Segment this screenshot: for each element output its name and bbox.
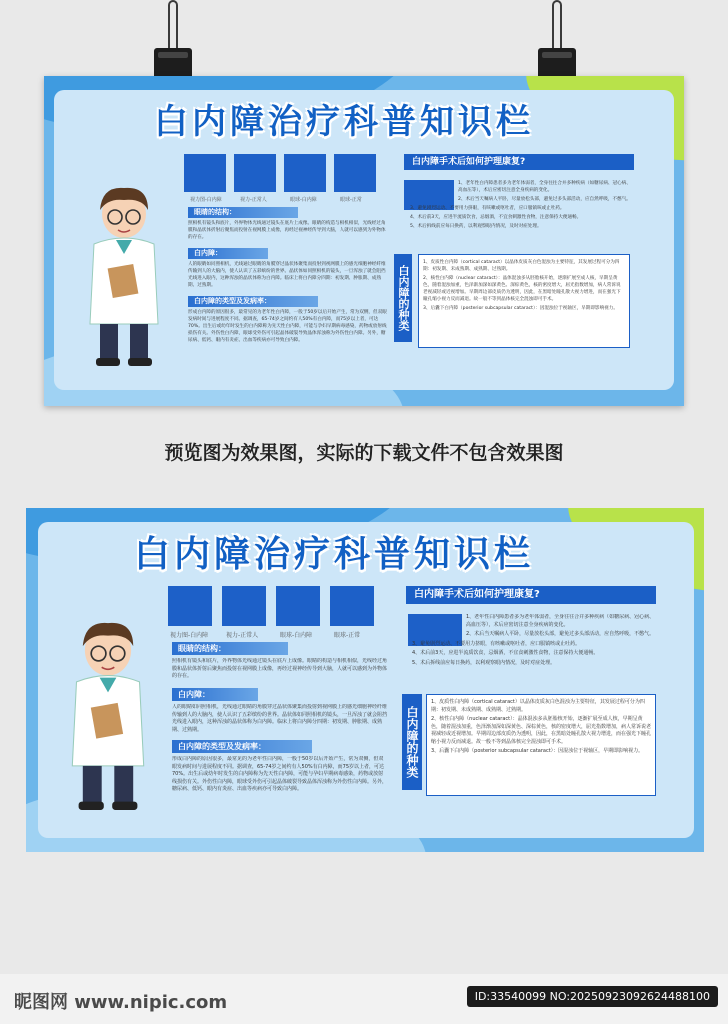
photo-placeholder-3 (284, 154, 326, 192)
types-item-full-3: 3、后囊下白内障（posterior subcapsular cataract）：因混浊位于视轴区，早期即影响视力。 (431, 748, 644, 754)
types-item-full-1: 1、皮质性白内障（cortical cataract）以晶体皮质灰白色混浊为主要特征，其发展过程可分为四期：初发期、未成熟期、成熟期、过熟期。 (431, 699, 645, 713)
section-heading-types-full: 白内障的类型及发病率： (172, 740, 312, 753)
section-heading-eye-structure-full: 眼睛的结构： (172, 642, 288, 655)
binder-clip-left (154, 0, 192, 84)
photo-placeholder-full-2 (222, 586, 266, 626)
right-heading: 白内障手术后如何护理康复? (404, 154, 634, 170)
section-text-types-full: 形成白内障的原因很多，最常见的为老年性白内障，一般于50岁以后开始产生，常为双侧，但双眼发病时间与进展程度不同。据调查，65-74岁之间约有人50%有白内障，而75岁以上者，可达70%。出生后或幼年时发生的白内障称为先天性白内障，可能与孕妇早期病毒感染，药物或放射线损伤有关。外伤性白内障，眼球受外伤可引起晶体破裂导致晶体浑浊称为外伤性白内障。另外，糖尿病、低钙、眼内有炎症、出血等疾病亦可导致白内障。 (172, 756, 388, 792)
photo-caption-2: 视力-正常人 (240, 197, 267, 203)
types-vertical-label: 白内障的种类 (394, 254, 412, 342)
image-id-badge: ID:33540099 NO:20250923092624488100 (467, 986, 718, 1007)
board-title-full: 白内障治疗科普知识栏 (134, 534, 535, 575)
types-item-3: 3、后囊下白内障（posterior subcapsular cataract）：因混浊位于视轴区，早期即影响视力。 (423, 306, 618, 311)
section-heading-cataract: 白内障： (188, 248, 268, 259)
section-heading-eye-structure: 眼睛的结构： (188, 207, 298, 218)
care-item-4: 4、术后前3天，应进半流质饮食，忌烟酒，不宜食刺激性食物，注意保持大便通畅。 (410, 215, 582, 220)
board-title: 白内障治疗科普知识栏 (154, 102, 534, 142)
types-item-2: 2、核性白内障（nuclear cataract）：晶体混浊多从胚胎核开始，逐渐扩展至成人核，早期呈黄色，随着混浊加重，色泽渐加深如深黄色、深棕黄色，核的密度增大，屈光指数增加，病人常诉说老视减轻或近视增加。早期周边部皮质仍为透明，因此，在黑暗处瞳孔散大视力增进，而在强光下瞳孔缩小视力反而减退。故一般不等到晶体核完全混浊即可手术。 (423, 276, 621, 302)
photo-placeholder-full-1 (168, 586, 212, 626)
care-item-3: 3、避免剧烈运动、不要用力挤眼，有咳嗽或呕吐者，应口服镇咳或止吐药。 (410, 206, 565, 211)
section-heading-types: 白内障的类型及发病率： (188, 296, 318, 307)
photo-caption-full-4: 眼球-正常 (334, 632, 361, 639)
types-item-1: 1、皮质性白内障（cortical cataract）以晶体皮质灰白色混浊为主要特征，其发展过程可分为四期：初发期、未成熟期、成熟期、过熟期。 (423, 260, 620, 272)
care-item-full-2: 2、术后当天嘱病人平卧，尽量放松头部，避免过多头部活动，应自然呼吸，不憋气。 (466, 631, 655, 637)
full-board (26, 508, 704, 852)
types-vertical-label-full: 白内障的种类 (402, 694, 422, 790)
section-text-eye-structure: 照相机有镜头和底片，外界物体光线通过镜头在底片上成像。眼睛的构造与相机相似，光线经过角膜和晶状体折射后聚焦而投射在视网膜上成像，再经过视神经传导到大脑，人就可以感到为外物体的存在。 (188, 221, 386, 240)
care-item-1: 1、老年性白内障患者多为老年体弱者，全身往往合并多种疾病（如糖尿病、冠心病、高血压等），术后应密切注意全身疾病的变化。 (458, 181, 631, 193)
care-item-full-4: 4、术后前3天，应进半流质饮食，忌烟酒，不宜食刺激性食物，注意保持大便通畅。 (412, 650, 599, 656)
care-item-full-5: 5、术后拆线前应每日换药，以利观察眼内情况，及时对症处理。 (412, 659, 556, 666)
doctor-illustration (84, 184, 164, 369)
photo-placeholder-1 (184, 154, 226, 192)
binder-clip-right (538, 0, 576, 84)
section-heading-cataract-full: 白内障： (172, 688, 258, 701)
section-text-eye-structure-full: 照相机有镜头和底片，外界物体光线通过镜头在底片上成像。眼睛的构造与相机相似，光线经过角膜和晶状体折射后聚焦而投射在视网膜上成像，再经过视神经传导到大脑，人就可以感到为外物体的存在。 (172, 658, 388, 679)
preview-board (44, 76, 684, 406)
types-item-full-2: 2、核性白内障（nuclear cataract）：晶体混浊多从胚胎核开始，逐渐扩展至成人核，早期呈黄色，随着混浊加重，色泽渐加深如深黄色、深棕黄色，核的密度增大，屈光指数增加，病人常诉说老视减轻或近视增加。早期周边部皮质仍为透明，因此，在黑暗处瞳孔散大视力增进，而在强光下瞳孔缩小视力反而减退。故一般不等到晶体核完全混浊即可手术。 (431, 716, 652, 745)
photo-placeholder-4 (334, 154, 376, 192)
photo-caption-4: 眼球-正常 (340, 197, 362, 203)
photo-caption-3: 眼球-白内障 (290, 197, 317, 203)
types-box (418, 254, 630, 348)
doctor-illustration-full (66, 618, 150, 814)
site-logo[interactable]: 昵图网 www.nipic.com (14, 992, 228, 1013)
preview-caption: 预览图为效果图，实际的下载文件不包含效果图 (164, 442, 564, 464)
photo-caption-full-2: 视力-正常人 (226, 632, 259, 639)
care-item-5: 5、术后拆线前应每日换药，以利观察眼内情况，及时对症处理。 (410, 224, 542, 229)
photo-placeholder-full-4 (330, 586, 374, 626)
care-item-full-1: 1、老年性白内障患者多为老年体弱者，全身往往合并多种疾病（如糖尿病、冠心病、高血压等），术后应密切注意全身疾病的变化。 (466, 614, 655, 628)
section-text-types: 形成白内障的原因很多，最常见的为老年性白内障，一般于50岁以后开始产生，常为双侧，但双眼发病时间与进展程度不同。据调查，65-74岁之间约有人50%有白内障，而75岁以上者，可达70%。出生后或幼年时发生的白内障称为先天性白内障，可能与孕妇早期病毒感染，药物或放射线损伤有关。外伤性白内障，眼球受外伤可引起晶体破裂导致晶体浑浊称为外伤性白内障。另外，糖尿病、低钙、眼内有炎症、出血等疾病亦可导致白内障。 (188, 310, 387, 343)
photo-placeholder-2 (234, 154, 276, 192)
photo-placeholder-full-3 (276, 586, 320, 626)
right-heading-full: 白内障手术后如何护理康复? (406, 586, 656, 604)
photo-caption-full-1: 视力图-白内障 (170, 632, 209, 639)
section-text-cataract-full: 人的眼睛如同照相机，光线通过眼睛的角膜穿过晶状体聚集而投射到视网膜上的感光细胞神经纤维传输到人的大脑内，使人认识了五彩缤纷的世界。晶状体如同照相机的镜头，一旦浑浊了就会阻挡光线进入眼内，这种浑浊的晶状体称为白内障。临床上将白内障分四期：初发期、肿胀期、成熟期、过熟期。 (172, 704, 388, 733)
care-list (410, 180, 635, 254)
care-item-2: 2、术后当天嘱病人平卧，尽量放松头部，避免过多头部活动，应自然呼吸，不憋气。 (458, 197, 631, 202)
types-box-full (426, 694, 656, 796)
photo-caption-full-3: 眼球-白内障 (280, 632, 313, 639)
photo-caption-1: 视力图-白内障 (190, 197, 222, 203)
section-text-cataract: 人的眼睛如同照相机，光线通过眼睛的角膜穿过晶状体聚集而投射到视网膜上的感光细胞神经纤维传输到人的大脑内，使人认识了五彩缤纷的世界。晶状体如同照相机的镜头，一旦浑浊了就会阻挡光线进入眼内，这种浑浊的晶状体称为白内障。临床上将白内障分四期：初发期、肿胀期、成熟期、过熟期。 (188, 262, 386, 288)
care-list-full (412, 614, 656, 692)
care-item-full-3: 3、避免剧烈运动、不要用力挤眼，有咳嗽或呕吐者，应口服镇咳或止吐药。 (412, 640, 581, 647)
